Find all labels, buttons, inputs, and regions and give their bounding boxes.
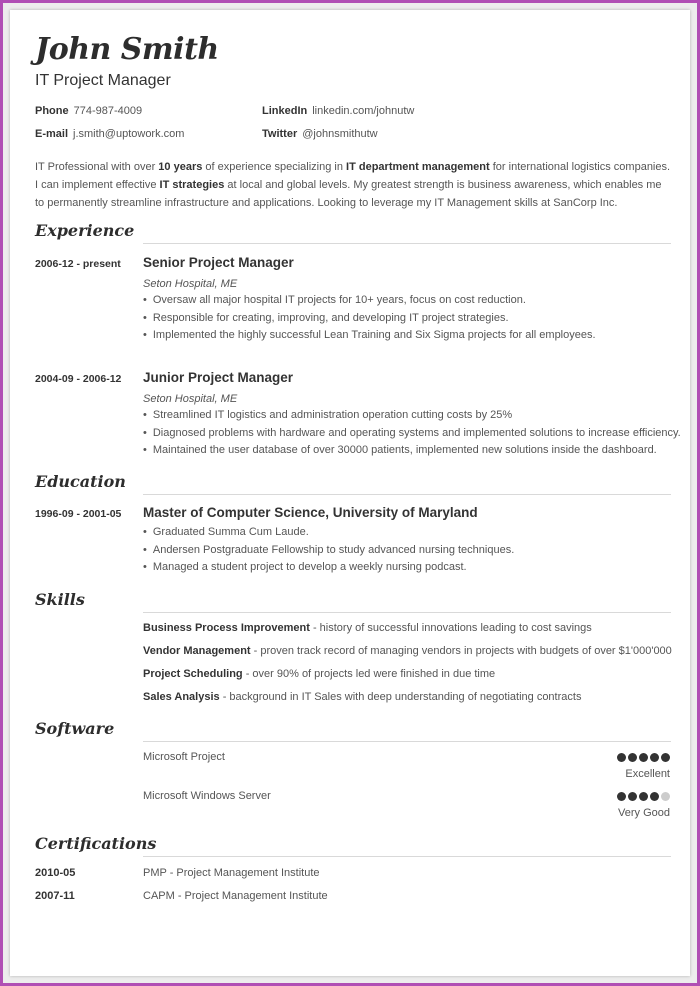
skill-description: - background in IT Sales with deep understanding of negotiating contracts — [219, 691, 582, 703]
section-divider — [143, 494, 671, 495]
phone-value: 774-987-4009 — [73, 105, 143, 117]
skill-name: Project Scheduling — [143, 668, 243, 680]
software-rating — [617, 792, 670, 801]
linkedin-label: LinkedIn — [262, 105, 308, 117]
resume-page — [10, 10, 690, 976]
list-item: • Oversaw all major hospital IT projects for 10+ years, focus on cost reduction. — [143, 292, 596, 310]
skill-item — [143, 691, 581, 703]
section-divider — [143, 243, 671, 244]
skill-item — [143, 622, 592, 634]
linkedin-value: linkedin.com/johnutw — [312, 105, 415, 117]
list-item: • Responsible for creating, improving, and developing IT project strategies. — [143, 310, 596, 328]
skill-name: Sales Analysis — [143, 691, 220, 703]
section-title-skills: Skills — [35, 590, 85, 609]
software-name: Microsoft Windows Server — [143, 790, 271, 802]
rating-dot-filled — [628, 753, 637, 762]
section-divider — [143, 856, 671, 857]
skill-name: Vendor Management — [143, 645, 251, 657]
certification-date: 2010-05 — [35, 867, 76, 879]
summary-text: for international logistics companies. I can implement effective — [35, 161, 671, 191]
skill-description: - history of successful innovations leading to cost savings — [309, 622, 592, 634]
page-frame — [3, 3, 697, 983]
experience-dates: 2006-12 - present — [35, 258, 121, 270]
list-item: • Diagnosed problems with hardware and operating systems and implemented solutions to increase efficiency. — [143, 425, 681, 443]
education-dates: 1996-09 - 2001-05 — [35, 508, 122, 520]
list-item: • Implemented the highly successful Lean Training and Six Sigma projects for all employees. — [143, 327, 596, 345]
certification-date: 2007-11 — [35, 890, 75, 902]
experience-bullets — [143, 292, 596, 345]
contact-email — [35, 128, 184, 140]
summary-highlight: IT strategies — [159, 179, 225, 191]
skill-description: - over 90% of projects led were finished in due time — [242, 668, 496, 680]
education-bullets — [143, 524, 514, 577]
skill-item — [143, 668, 495, 680]
profile-summary — [35, 158, 671, 212]
list-item: • Andersen Postgraduate Fellowship to study advanced nursing techniques. — [143, 542, 514, 560]
email-label: E-mail — [35, 128, 69, 140]
rating-dot-filled — [628, 792, 637, 801]
candidate-title: IT Project Manager — [35, 72, 171, 89]
phone-label: Phone — [35, 105, 69, 117]
list-item: • Maintained the user database of over 30000 patients, implemented new solutions inside the dashboard. — [143, 442, 681, 460]
experience-bullets — [143, 407, 681, 460]
list-item: • Streamlined IT logistics and administration operation cutting costs by 25% — [143, 407, 681, 425]
skill-item — [143, 645, 672, 657]
contact-linkedin — [262, 105, 414, 117]
rating-dot-filled — [617, 792, 626, 801]
rating-dot-filled — [639, 753, 648, 762]
list-item: • Graduated Summa Cum Laude. — [143, 524, 514, 542]
summary-text: IT Professional with over — [35, 161, 159, 173]
email-value: j.smith@uptowork.com — [73, 128, 185, 140]
software-rating — [617, 753, 670, 762]
section-title-certifications: Certifications — [35, 834, 157, 853]
summary-text: at local and global levels. My greatest strength is business awareness, which enables me to permanently streamline infrastructure and applications. Looking to leverage my IT Management skills at SanCorp Inc. — [35, 179, 662, 209]
list-item: • Managed a student project to develop a weekly nursing podcast. — [143, 559, 514, 577]
candidate-name: John Smith — [35, 32, 219, 67]
experience-title: Senior Project Manager — [143, 255, 294, 270]
rating-dot-filled — [639, 792, 648, 801]
software-name: Microsoft Project — [143, 751, 225, 763]
rating-dot-filled — [650, 792, 659, 801]
section-divider — [143, 741, 671, 742]
contact-phone — [35, 105, 142, 117]
section-title-software: Software — [35, 719, 115, 738]
twitter-value: @johnsmithutw — [302, 128, 378, 140]
software-level: Very Good — [618, 807, 670, 819]
education-title: Master of Computer Science, University of Maryland — [143, 505, 478, 520]
rating-dot-filled — [661, 753, 670, 762]
certification-name: CAPM - Project Management Institute — [143, 890, 328, 902]
certification-name: PMP - Project Management Institute — [143, 867, 320, 879]
experience-organization: Seton Hospital, ME — [143, 278, 238, 290]
section-title-experience: Experience — [35, 221, 135, 240]
rating-dot-filled — [617, 753, 626, 762]
software-level: Excellent — [625, 768, 670, 780]
summary-text: of experience specializing in — [202, 161, 347, 173]
experience-organization: Seton Hospital, ME — [143, 393, 238, 405]
section-divider — [143, 612, 671, 613]
contact-twitter — [262, 128, 378, 140]
twitter-label: Twitter — [262, 128, 298, 140]
section-title-education: Education — [35, 472, 126, 491]
rating-dot-filled — [650, 753, 659, 762]
rating-dot-empty — [661, 792, 670, 801]
skill-description: - proven track record of managing vendors in projects with budgets of over $1'000'000 — [250, 645, 672, 657]
summary-highlight: 10 years — [158, 161, 203, 173]
skill-name: Business Process Improvement — [143, 622, 310, 634]
experience-title: Junior Project Manager — [143, 370, 294, 385]
summary-highlight: IT department management — [346, 161, 490, 173]
experience-dates: 2004-09 - 2006-12 — [35, 373, 122, 385]
